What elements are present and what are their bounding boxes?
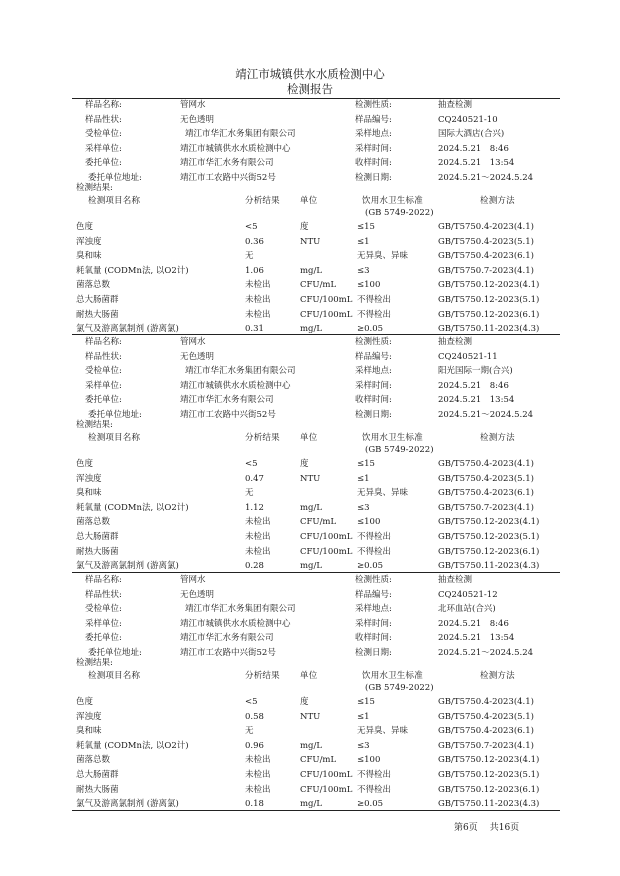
sample-no-label: 样品编号: bbox=[355, 589, 392, 600]
sampling-unit-label: 采样单位: bbox=[85, 380, 122, 391]
item-unit: NTU bbox=[300, 473, 321, 484]
info-row bbox=[0, 128, 620, 140]
receive-time-value: 2024.5.21 13:54 bbox=[438, 633, 515, 643]
client-unit-label: 委托单位: bbox=[85, 395, 122, 405]
org-title: 靖江市城镇供水水质检测中心 bbox=[235, 67, 385, 81]
item-result: 未检出 bbox=[245, 755, 271, 766]
item-name: 臭和味 bbox=[76, 488, 102, 499]
col-method-header: 检测方法 bbox=[480, 433, 515, 443]
info-row bbox=[0, 380, 620, 392]
item-unit: CFU/100mL bbox=[300, 784, 353, 795]
table-row bbox=[0, 696, 620, 708]
item-method: GB/T5750.7-2023(4.1) bbox=[438, 502, 534, 513]
item-standard: ≤100 bbox=[357, 517, 381, 528]
commissioned-unit-value: 靖江市华汇水务集团有限公司 bbox=[185, 129, 296, 139]
item-standard: 无异臭、异味 bbox=[357, 251, 409, 262]
info-row bbox=[0, 632, 620, 644]
item-name: 耗氧量 (CODMn法, 以O2计) bbox=[76, 265, 189, 276]
table-row bbox=[0, 323, 620, 335]
table-row bbox=[0, 560, 620, 572]
test-date-label: 检测日期: bbox=[355, 409, 392, 420]
item-result: <5 bbox=[245, 697, 258, 707]
item-name: 氯气及游离氯制剂 (游离氯) bbox=[76, 561, 179, 572]
info-row bbox=[0, 603, 620, 615]
item-method: GB/T5750.4-2023(4.1) bbox=[438, 459, 534, 469]
client-address-value: 靖江市工农路中兴街52号 bbox=[180, 172, 276, 183]
sampling-time-value: 2024.5.21 8:46 bbox=[438, 618, 509, 629]
info-row bbox=[0, 99, 620, 111]
info-row bbox=[0, 618, 620, 630]
info-row bbox=[0, 394, 620, 406]
item-method: GB/T5750.4-2023(6.1) bbox=[438, 488, 534, 499]
item-name: 耐热大肠菌 bbox=[76, 546, 119, 557]
client-address-value: 靖江市工农路中兴街52号 bbox=[180, 647, 276, 658]
item-unit: CFU/mL bbox=[300, 517, 337, 528]
info-row bbox=[0, 336, 620, 348]
item-name: 菌落总数 bbox=[76, 280, 111, 291]
sampling-place-value: 阳光国际一期(合兴) bbox=[438, 366, 513, 376]
item-name: 氯气及游离氯制剂 (游离氯) bbox=[76, 799, 179, 810]
sample-name-label: 样品名称: bbox=[85, 575, 122, 585]
item-result: 0.58 bbox=[245, 711, 264, 722]
item-name: 总大肠菌群 bbox=[76, 295, 119, 305]
item-unit: mg/L bbox=[300, 561, 323, 572]
item-name: 臭和味 bbox=[76, 251, 102, 262]
results-header bbox=[0, 195, 620, 207]
item-name: 总大肠菌群 bbox=[76, 770, 119, 780]
item-method: GB/T5750.4-2023(4.1) bbox=[438, 222, 534, 232]
sample-trait-label: 样品性状: bbox=[85, 351, 122, 362]
col-std-header: 饮用水卫生标准 bbox=[362, 671, 423, 681]
sample-trait-value: 无色透明 bbox=[180, 351, 215, 362]
receive-time-value: 2024.5.21 13:54 bbox=[438, 158, 515, 168]
sampling-time-value: 2024.5.21 8:46 bbox=[438, 380, 509, 391]
report-title: 检测报告 bbox=[287, 82, 333, 96]
sampling-time-label: 采样时间: bbox=[355, 618, 392, 629]
item-name: 耗氧量 (CODMn法, 以O2计) bbox=[76, 502, 189, 513]
results-heading bbox=[0, 182, 620, 194]
sample-no-value: CQ240521-10 bbox=[438, 114, 498, 125]
item-result: 无 bbox=[245, 251, 254, 262]
receive-time-label: 收样时间: bbox=[355, 158, 392, 168]
item-standard: 不得检出 bbox=[357, 546, 392, 557]
item-method: GB/T5750.12-2023(5.1) bbox=[438, 295, 540, 305]
table-row bbox=[0, 279, 620, 291]
info-row bbox=[0, 574, 620, 586]
col-std-sub-header: (GB 5749-2022) bbox=[365, 208, 434, 218]
results-header bbox=[0, 432, 620, 444]
item-standard: ≤1 bbox=[357, 236, 370, 247]
table-row bbox=[0, 265, 620, 277]
item-result: 无 bbox=[245, 488, 254, 499]
commissioned-unit-value: 靖江市华汇水务集团有限公司 bbox=[185, 604, 296, 614]
item-result: 未检出 bbox=[245, 532, 271, 542]
table-row bbox=[0, 531, 620, 543]
item-standard: ≤15 bbox=[357, 222, 375, 232]
item-method: GB/T5750.11-2023(4.3) bbox=[438, 324, 540, 335]
col-item-header: 检测项目名称 bbox=[88, 196, 141, 206]
test-date-label: 检测日期: bbox=[355, 647, 392, 658]
item-standard: ≤100 bbox=[357, 280, 381, 291]
results-heading bbox=[0, 657, 620, 669]
sampling-time-label: 采样时间: bbox=[355, 143, 392, 154]
sample-no-value: CQ240521-12 bbox=[438, 589, 498, 600]
col-method-header: 检测方法 bbox=[480, 196, 515, 206]
col-unit-header: 单位 bbox=[300, 433, 318, 443]
test-nature-label: 检测性质: bbox=[355, 575, 392, 585]
item-result: 0.47 bbox=[245, 473, 264, 484]
test-date-value: 2024.5.21～2024.5.24 bbox=[438, 647, 534, 658]
test-nature-value: 抽查检测 bbox=[438, 337, 473, 347]
item-unit: mg/L bbox=[300, 265, 323, 276]
item-standard: ≥0.05 bbox=[357, 561, 384, 572]
item-standard: ≤1 bbox=[357, 473, 370, 484]
item-name: 色度 bbox=[76, 459, 94, 469]
results-header bbox=[0, 670, 620, 682]
item-unit: NTU bbox=[300, 711, 321, 722]
item-method: GB/T5750.12-2023(6.1) bbox=[438, 546, 540, 557]
commissioned-unit-label: 受检单位: bbox=[85, 129, 122, 139]
table-row bbox=[0, 502, 620, 514]
receive-time-label: 收样时间: bbox=[355, 633, 392, 643]
test-results-label: 检测结果: bbox=[76, 658, 113, 668]
table-row bbox=[0, 487, 620, 499]
item-standard: 不得检出 bbox=[357, 770, 392, 780]
item-result: 0.28 bbox=[245, 561, 264, 572]
sample-name-value: 管网水 bbox=[180, 337, 206, 347]
item-result: 未检出 bbox=[245, 280, 271, 291]
client-unit-label: 委托单位: bbox=[85, 158, 122, 168]
sample-no-label: 样品编号: bbox=[355, 351, 392, 362]
item-result: 0.31 bbox=[245, 324, 264, 335]
item-result: 未检出 bbox=[245, 770, 271, 780]
item-unit: mg/L bbox=[300, 799, 323, 810]
sampling-place-value: 国际大酒店(合兴) bbox=[438, 129, 505, 139]
item-result: <5 bbox=[245, 222, 258, 232]
sample-trait-label: 样品性状: bbox=[85, 589, 122, 600]
client-unit-value: 靖江市华汇水务有限公司 bbox=[180, 633, 274, 643]
item-unit: 度 bbox=[300, 222, 309, 232]
test-nature-label: 检测性质: bbox=[355, 337, 392, 347]
sample-name-label: 样品名称: bbox=[85, 337, 122, 347]
client-address-value: 靖江市工农路中兴街52号 bbox=[180, 409, 276, 420]
item-unit: CFU/mL bbox=[300, 280, 337, 291]
item-result: 未检出 bbox=[245, 546, 271, 557]
table-row bbox=[0, 458, 620, 470]
table-row bbox=[0, 754, 620, 766]
item-standard: 无异臭、异味 bbox=[357, 726, 409, 737]
item-unit: 度 bbox=[300, 459, 309, 469]
item-method: GB/T5750.4-2023(5.1) bbox=[438, 473, 534, 484]
sampling-place-label: 采样地点: bbox=[355, 129, 392, 139]
col-unit-header: 单位 bbox=[300, 196, 318, 206]
sample-no-value: CQ240521-11 bbox=[438, 351, 498, 362]
commissioned-unit-value: 靖江市华汇水务集团有限公司 bbox=[185, 366, 296, 376]
col-unit-header: 单位 bbox=[300, 671, 318, 681]
sampling-time-label: 采样时间: bbox=[355, 380, 392, 391]
item-name: 耗氧量 (CODMn法, 以O2计) bbox=[76, 740, 189, 751]
item-unit: CFU/100mL bbox=[300, 532, 353, 542]
table-row bbox=[0, 740, 620, 752]
item-result: <5 bbox=[245, 459, 258, 469]
client-address-label: 委托单位地址: bbox=[88, 409, 142, 420]
client-address-label: 委托单位地址: bbox=[88, 647, 142, 658]
commissioned-unit-label: 受检单位: bbox=[85, 366, 122, 376]
table-row bbox=[0, 711, 620, 723]
table-row bbox=[0, 473, 620, 485]
info-row bbox=[0, 365, 620, 377]
item-name: 浑浊度 bbox=[76, 236, 102, 247]
item-unit: 度 bbox=[300, 697, 309, 707]
item-result: 未检出 bbox=[245, 517, 271, 528]
col-std-sub-header: (GB 5749-2022) bbox=[365, 683, 434, 693]
item-method: GB/T5750.11-2023(4.3) bbox=[438, 799, 540, 810]
client-unit-label: 委托单位: bbox=[85, 633, 122, 643]
sample-trait-value: 无色透明 bbox=[180, 114, 215, 125]
commissioned-unit-label: 受检单位: bbox=[85, 604, 122, 614]
client-unit-value: 靖江市华汇水务有限公司 bbox=[180, 395, 274, 405]
item-name: 菌落总数 bbox=[76, 755, 111, 766]
sample-name-value: 管网水 bbox=[180, 575, 206, 585]
item-name: 色度 bbox=[76, 222, 94, 232]
item-name: 浑浊度 bbox=[76, 711, 102, 722]
info-row bbox=[0, 157, 620, 169]
item-method: GB/T5750.4-2023(6.1) bbox=[438, 251, 534, 262]
sample-trait-value: 无色透明 bbox=[180, 589, 215, 600]
item-method: GB/T5750.12-2023(5.1) bbox=[438, 532, 540, 542]
page-number: 第6页 bbox=[454, 823, 478, 833]
item-unit: mg/L bbox=[300, 502, 323, 513]
sampling-place-label: 采样地点: bbox=[355, 366, 392, 376]
item-standard: 不得检出 bbox=[357, 295, 392, 305]
col-method-header: 检测方法 bbox=[480, 671, 515, 681]
item-unit: CFU/100mL bbox=[300, 546, 353, 557]
item-unit: mg/L bbox=[300, 740, 323, 751]
item-standard: ≤100 bbox=[357, 755, 381, 766]
item-result: 无 bbox=[245, 726, 254, 737]
test-results-label: 检测结果: bbox=[76, 420, 113, 430]
item-standard: 无异臭、异味 bbox=[357, 488, 409, 499]
client-address-label: 委托单位地址: bbox=[88, 172, 142, 183]
col-result-header: 分析结果 bbox=[245, 671, 280, 681]
test-nature-label: 检测性质: bbox=[355, 100, 392, 110]
receive-time-value: 2024.5.21 13:54 bbox=[438, 395, 515, 405]
sampling-unit-value: 靖江市城镇供水水质检测中心 bbox=[180, 143, 291, 154]
table-row bbox=[0, 725, 620, 737]
item-result: 0.96 bbox=[245, 740, 264, 751]
table-row bbox=[0, 798, 620, 810]
item-result: 未检出 bbox=[245, 309, 271, 320]
item-result: 0.36 bbox=[245, 236, 264, 247]
item-name: 色度 bbox=[76, 697, 94, 707]
sampling-unit-label: 采样单位: bbox=[85, 618, 122, 629]
col-std-header: 饮用水卫生标准 bbox=[362, 196, 423, 206]
table-row bbox=[0, 250, 620, 262]
table-row bbox=[0, 294, 620, 306]
info-row bbox=[0, 114, 620, 126]
col-item-header: 检测项目名称 bbox=[88, 671, 141, 681]
item-standard: ≤1 bbox=[357, 711, 370, 722]
table-row bbox=[0, 221, 620, 233]
test-date-label: 检测日期: bbox=[355, 172, 392, 183]
results-header-sub bbox=[0, 444, 620, 456]
item-standard: 不得检出 bbox=[357, 309, 392, 320]
item-method: GB/T5750.12-2023(6.1) bbox=[438, 784, 540, 795]
test-date-value: 2024.5.21～2024.5.24 bbox=[438, 409, 534, 420]
item-method: GB/T5750.4-2023(5.1) bbox=[438, 236, 534, 247]
col-std-header: 饮用水卫生标准 bbox=[362, 433, 423, 443]
item-standard: ≤3 bbox=[357, 502, 370, 513]
table-row bbox=[0, 309, 620, 321]
item-result: 1.06 bbox=[245, 265, 264, 276]
item-standard: ≤15 bbox=[357, 697, 375, 707]
item-method: GB/T5750.4-2023(5.1) bbox=[438, 711, 534, 722]
item-standard: ≥0.05 bbox=[357, 324, 384, 335]
item-standard: ≤3 bbox=[357, 740, 370, 751]
test-nature-value: 抽查检测 bbox=[438, 575, 473, 585]
results-header-sub bbox=[0, 207, 620, 219]
results-header-sub bbox=[0, 682, 620, 694]
item-name: 臭和味 bbox=[76, 726, 102, 737]
test-date-value: 2024.5.21～2024.5.24 bbox=[438, 172, 534, 183]
col-item-header: 检测项目名称 bbox=[88, 433, 141, 443]
item-result: 0.18 bbox=[245, 799, 264, 810]
receive-time-label: 收样时间: bbox=[355, 395, 392, 405]
test-nature-value: 抽查检测 bbox=[438, 100, 473, 110]
item-method: GB/T5750.7-2023(4.1) bbox=[438, 265, 534, 276]
item-name: 耐热大肠菌 bbox=[76, 784, 119, 795]
table-row bbox=[0, 516, 620, 528]
test-results-label: 检测结果: bbox=[76, 183, 113, 193]
item-result: 1.12 bbox=[245, 502, 264, 513]
table-row bbox=[0, 236, 620, 248]
col-result-header: 分析结果 bbox=[245, 196, 280, 206]
sampling-unit-label: 采样单位: bbox=[85, 143, 122, 154]
info-row bbox=[0, 143, 620, 155]
item-method: GB/T5750.12-2023(4.1) bbox=[438, 755, 540, 766]
item-unit: NTU bbox=[300, 236, 321, 247]
item-unit: CFU/100mL bbox=[300, 295, 353, 305]
item-name: 菌落总数 bbox=[76, 517, 111, 528]
info-row bbox=[0, 351, 620, 363]
item-method: GB/T5750.7-2023(4.1) bbox=[438, 740, 534, 751]
table-row bbox=[0, 546, 620, 558]
item-name: 氯气及游离氯制剂 (游离氯) bbox=[76, 324, 179, 335]
results-heading bbox=[0, 419, 620, 431]
item-method: GB/T5750.12-2023(4.1) bbox=[438, 280, 540, 291]
item-method: GB/T5750.4-2023(6.1) bbox=[438, 726, 534, 737]
item-unit: CFU/mL bbox=[300, 755, 337, 766]
item-standard: ≤3 bbox=[357, 265, 370, 276]
sampling-unit-value: 靖江市城镇供水水质检测中心 bbox=[180, 618, 291, 629]
sample-trait-label: 样品性状: bbox=[85, 114, 122, 125]
item-standard: 不得检出 bbox=[357, 784, 392, 795]
sampling-time-value: 2024.5.21 8:46 bbox=[438, 143, 509, 154]
item-method: GB/T5750.12-2023(4.1) bbox=[438, 517, 540, 528]
sampling-unit-value: 靖江市城镇供水水质检测中心 bbox=[180, 380, 291, 391]
item-unit: CFU/100mL bbox=[300, 770, 353, 780]
item-standard: 不得检出 bbox=[357, 532, 392, 542]
item-standard: ≤15 bbox=[357, 459, 375, 469]
page-total: 共16页 bbox=[489, 823, 520, 833]
item-method: GB/T5750.4-2023(4.1) bbox=[438, 697, 534, 707]
page-footer bbox=[454, 820, 531, 833]
col-std-sub-header: (GB 5749-2022) bbox=[365, 445, 434, 455]
col-result-header: 分析结果 bbox=[245, 433, 280, 443]
table-row bbox=[0, 769, 620, 781]
sample-name-value: 管网水 bbox=[180, 100, 206, 110]
item-name: 耐热大肠菌 bbox=[76, 309, 119, 320]
sampling-place-value: 北环血站(合兴) bbox=[438, 604, 496, 614]
item-name: 浑浊度 bbox=[76, 473, 102, 484]
item-standard: ≥0.05 bbox=[357, 799, 384, 810]
item-result: 未检出 bbox=[245, 784, 271, 795]
table-row bbox=[0, 784, 620, 796]
item-unit: mg/L bbox=[300, 324, 323, 335]
item-method: GB/T5750.12-2023(5.1) bbox=[438, 770, 540, 780]
sample-name-label: 样品名称: bbox=[85, 100, 122, 110]
info-row bbox=[0, 589, 620, 601]
sampling-place-label: 采样地点: bbox=[355, 604, 392, 614]
item-unit: CFU/100mL bbox=[300, 309, 353, 320]
client-unit-value: 靖江市华汇水务有限公司 bbox=[180, 158, 274, 168]
sample-no-label: 样品编号: bbox=[355, 114, 392, 125]
item-method: GB/T5750.12-2023(6.1) bbox=[438, 309, 540, 320]
item-result: 未检出 bbox=[245, 295, 271, 305]
item-method: GB/T5750.11-2023(4.3) bbox=[438, 561, 540, 572]
item-name: 总大肠菌群 bbox=[76, 532, 119, 542]
